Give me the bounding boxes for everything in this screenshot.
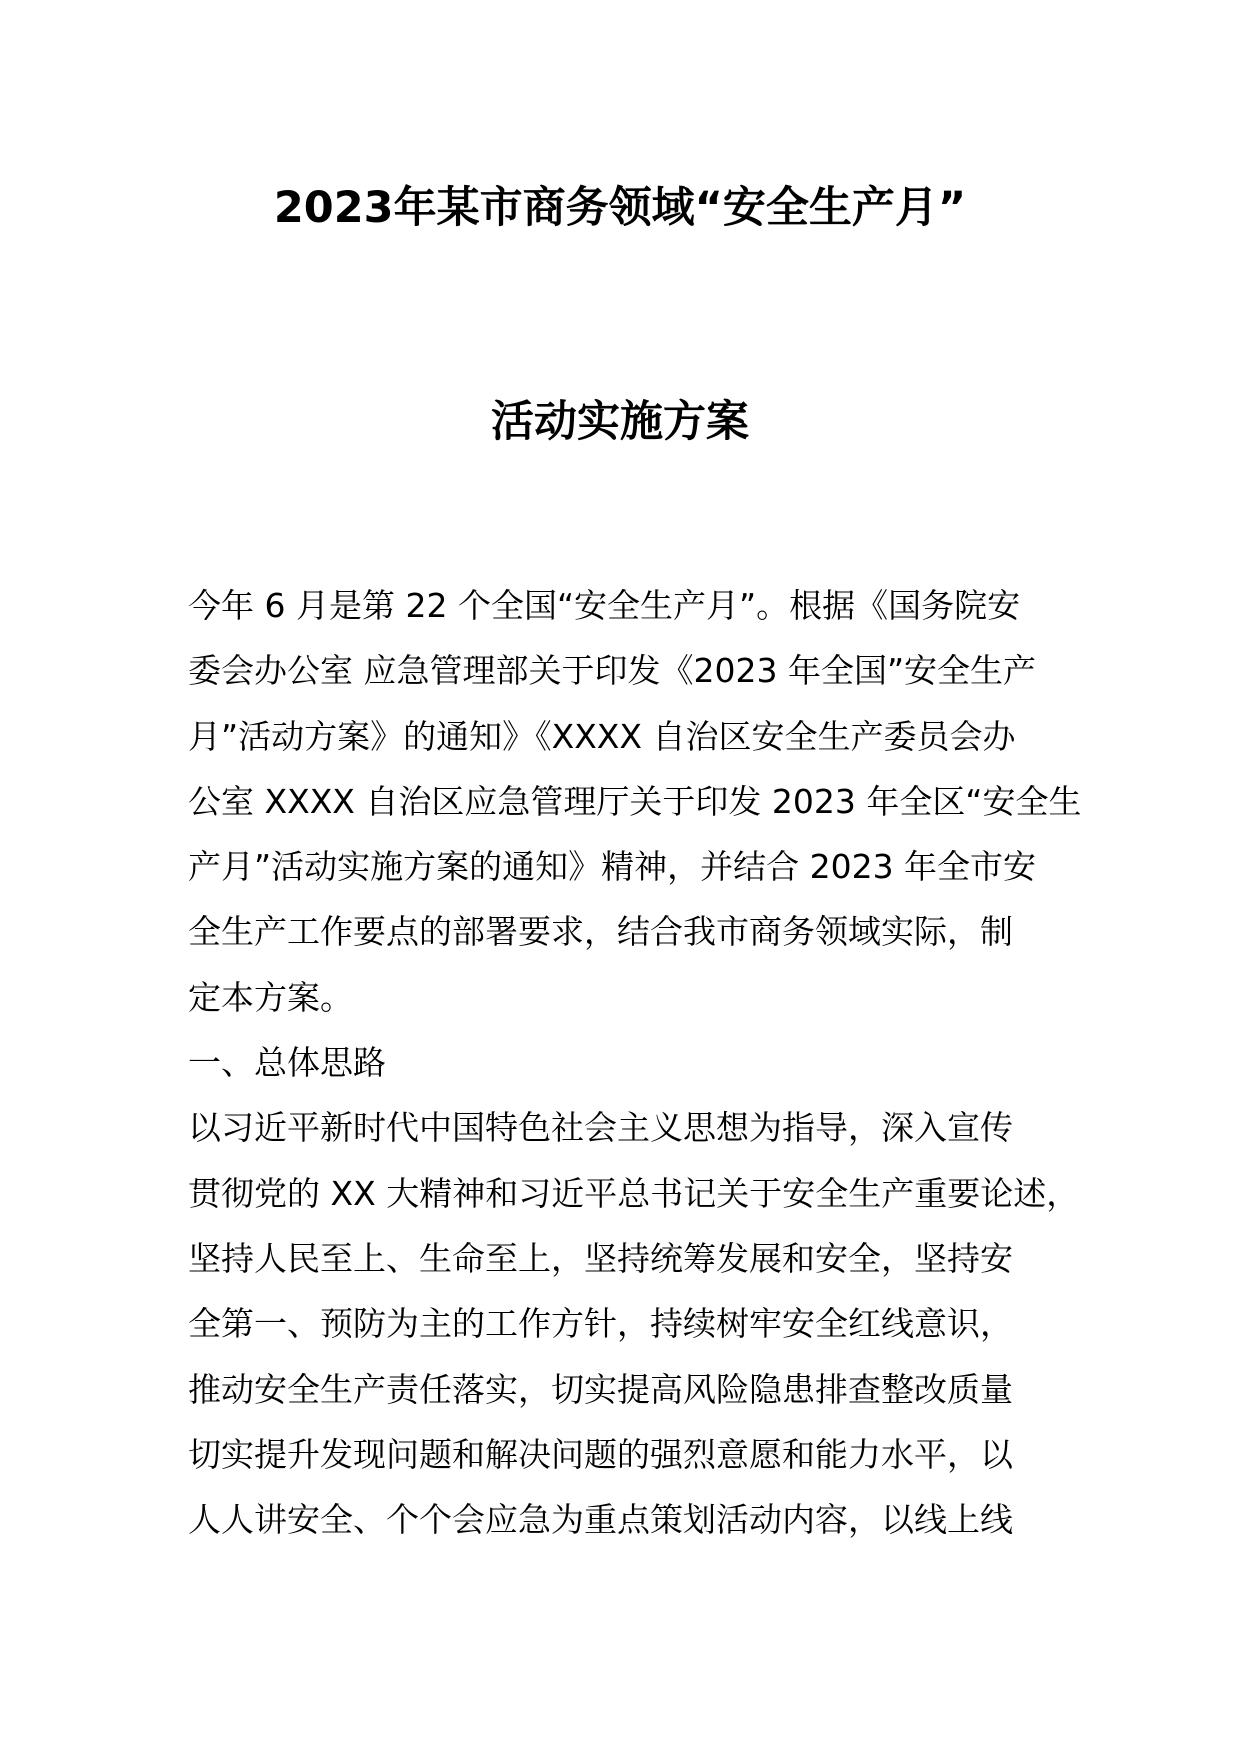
document-title-line-1: 2023年某市商务领域“安全生产月” [273, 183, 967, 233]
document-title-line-2: 活动实施方案 [491, 397, 749, 447]
body-line: 定本方案。 [188, 977, 353, 1017]
body-line: 人人讲安全、个个会应急为重点策划活动内容，以线上线 [188, 1500, 1013, 1540]
body-line: 以习近平新时代中国特色社会主义思想为指导，深入宣传 [188, 1108, 1013, 1148]
body-line: 坚持人民至上、生命至上，坚持统筹发展和安全，坚持安 [188, 1238, 1013, 1278]
body-text [188, 573, 1082, 1552]
body-line: 切实提升发现问题和解决问题的强烈意愿和能力水平，以 [188, 1434, 1013, 1474]
body-line: 推动安全生产责任落实，切实提高风险隐患排查整改质量 [188, 1369, 1013, 1409]
section-heading: 一、总体思路 [188, 1043, 386, 1083]
body-line: 委会办公室 应急管理部关于印发《2023 年全国”安全生产 [188, 651, 1037, 691]
body-line: 全生产工作要点的部署要求，结合我市商务领域实际，制 [188, 912, 1013, 952]
body-line: 今年 6 月是第 22 个全国“安全生产月”。根据《国务院安 [188, 586, 1021, 625]
body-line: 月”活动方案》的通知》《XXXX 自治区安全生产委员会办 [188, 716, 1016, 756]
body-line: 产月”活动实施方案的通知》精神，并结合 2023 年全市安 [188, 847, 1037, 887]
body-line: 贯彻党的 XX 大精神和习近平总书记关于安全生产重要论述， [188, 1173, 1080, 1213]
body-line: 全第一、预防为主的工作方针，持续树牢安全红线意识， [188, 1304, 1013, 1344]
body-line: 公室 XXXX 自治区应急管理厅关于印发 2023 年全区“安全生 [188, 781, 1082, 821]
